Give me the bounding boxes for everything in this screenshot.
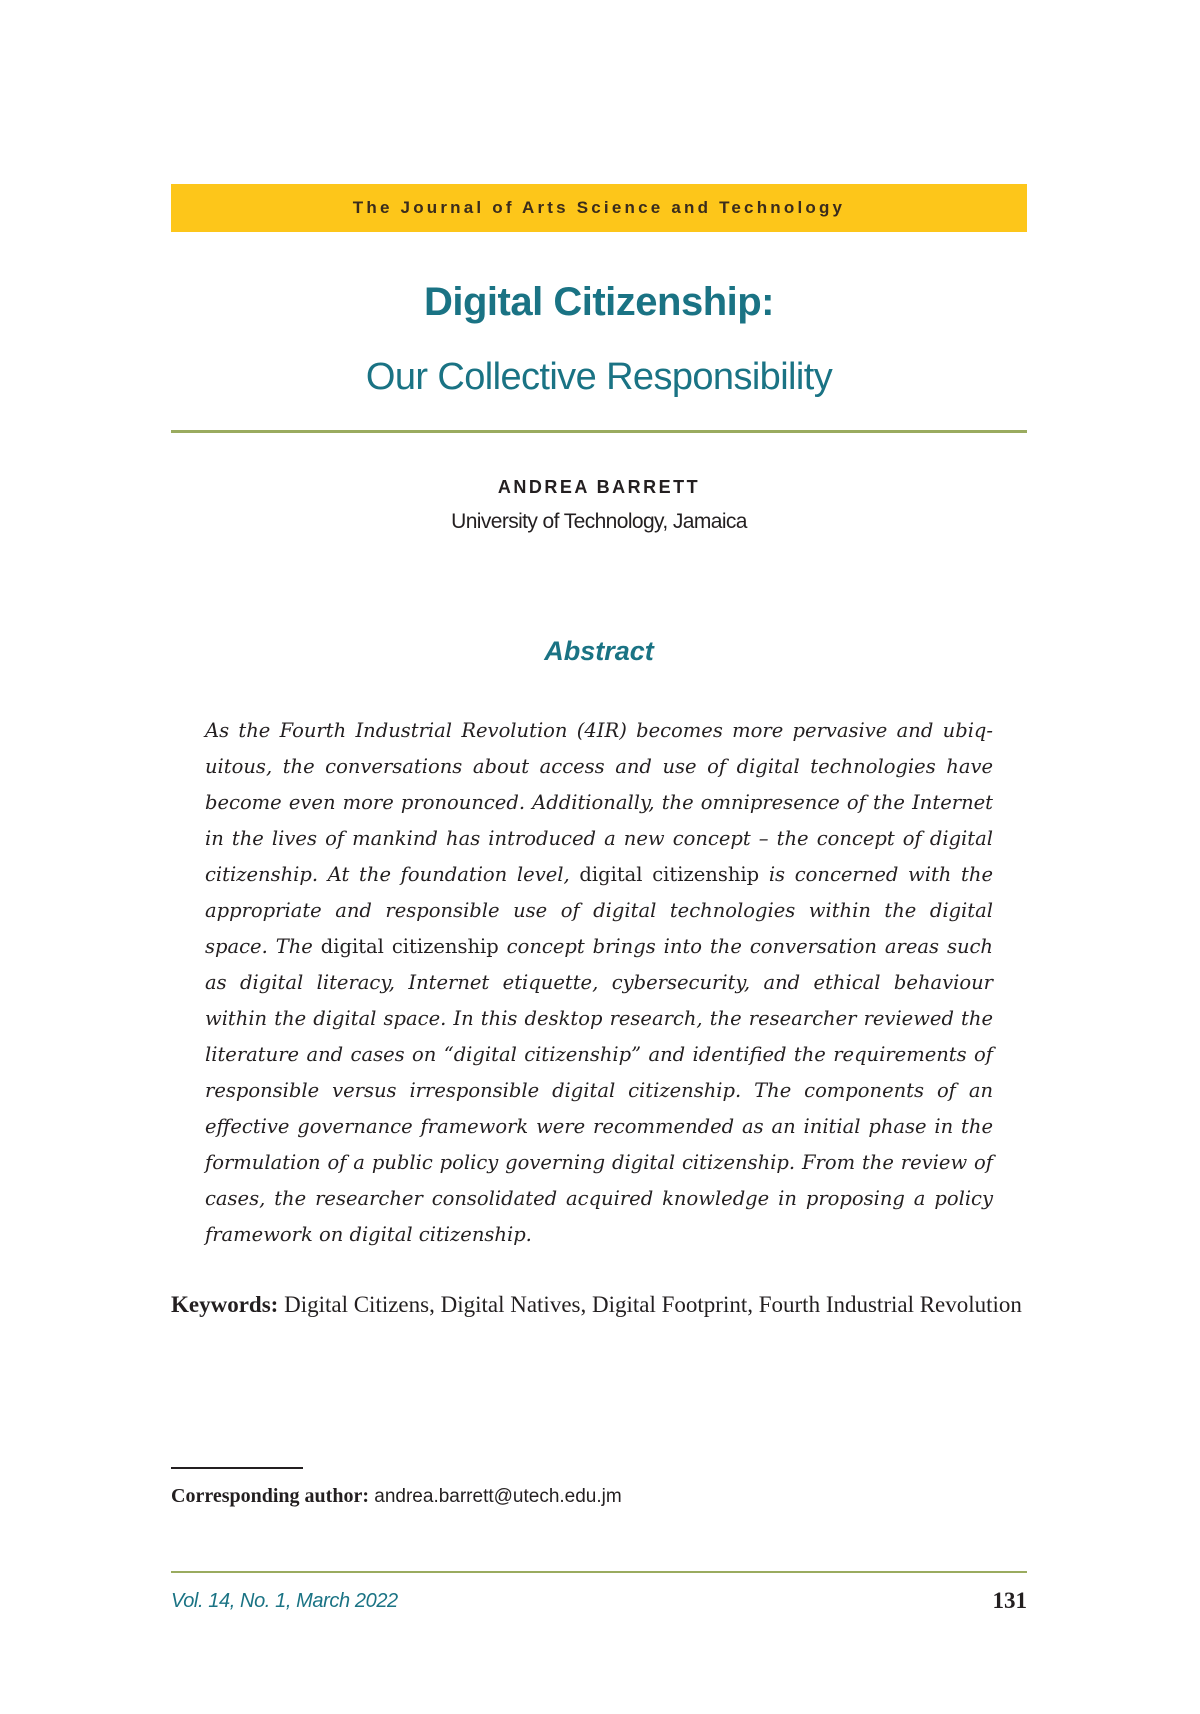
journal-name: The Journal of Arts Science and Technology xyxy=(352,198,846,217)
abstract-term-1: digital citizenship xyxy=(579,863,760,886)
volume-info: Vol. 14, No. 1, March 2022 xyxy=(171,1590,398,1612)
abstract-text-1: As the Fourth Industrial Revolution (4IR) becomes more pervasive and ubiq-uitous, the conversations about access and use of digital technologies have become even more pronounced. Additionally, the omnipresence of the Internet in the lives of mankind has introduced a new concept – the concept of digital citizenship. At the foundation level, xyxy=(205,719,993,886)
abstract-text-2: is concerned with the appropriate and responsible use of digital technologies within the digital space. The xyxy=(205,863,993,958)
corresponding-author-label: Corresponding author: xyxy=(171,1485,369,1507)
abstract-text-3: concept brings into the conversation areas such as digital literacy, Internet etiquette, cybersecurity, and ethical behaviour within the digital space. In this desktop research, the researcher reviewed the literature and cases on “digital citizenship” and identified the requirements of responsible versus irresponsible digital citizenship. The components of an effective governance framework were recommended as an initial phase in the formulation of a public policy governing digital citizenship. From the review of cases, the researcher consolidated acquired knowledge in proposing a policy framework on digital citizenship. xyxy=(205,935,993,1246)
journal-banner xyxy=(171,184,1027,232)
author-affiliation: University of Technology, Jamaica xyxy=(451,510,747,533)
keywords-label: Keywords: xyxy=(171,1292,279,1317)
footnote-divider xyxy=(171,1467,303,1469)
page-number: 131 xyxy=(992,1588,1027,1613)
corresponding-author-email: andrea.barrett@utech.edu.jm xyxy=(369,1486,622,1507)
abstract-body xyxy=(205,713,993,1253)
article-title: Digital Citizenship: xyxy=(424,280,774,324)
title-divider xyxy=(171,430,1027,433)
abstract-heading: Abstract xyxy=(544,636,654,666)
author-name: ANDREA BARRETT xyxy=(497,477,701,497)
keywords xyxy=(171,1287,1027,1322)
abstract-term-2: digital citizenship xyxy=(320,935,499,958)
corresponding-author xyxy=(171,1485,622,1508)
footer-divider xyxy=(171,1571,1027,1573)
article-subtitle: Our Collective Responsibility xyxy=(365,356,833,398)
keywords-list: Digital Citizens, Digital Natives, Digital Footprint, Fourth Industrial Revolution xyxy=(278,1292,1022,1317)
